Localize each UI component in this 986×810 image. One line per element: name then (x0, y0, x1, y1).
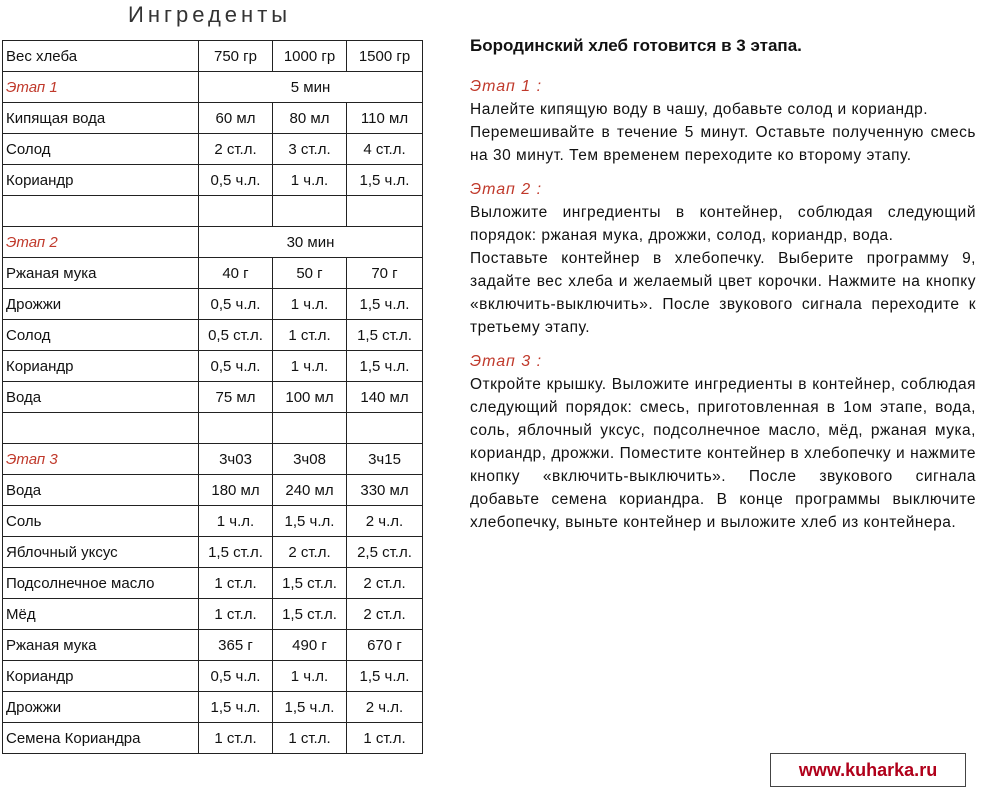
ingredient-name: Солод (3, 134, 199, 165)
stage-row (3, 444, 423, 475)
amount-cell: 100 мл (273, 382, 347, 413)
ingredient-row (3, 165, 423, 196)
empty-cell (347, 413, 423, 444)
empty-cell (199, 196, 273, 227)
ingredient-name: Кориандр (3, 165, 199, 196)
amount-cell: 365 г (199, 630, 273, 661)
ingredient-name: Семена Кориандра (3, 723, 199, 754)
empty-cell (199, 413, 273, 444)
amount-cell: 2 ч.л. (347, 692, 423, 723)
amount-cell: 1,5 ст.л. (273, 599, 347, 630)
ingredient-name: Дрожжи (3, 289, 199, 320)
stage-row (3, 227, 423, 258)
amount-cell: 0,5 ч.л. (199, 165, 273, 196)
empty-cell (3, 196, 199, 227)
weight-column-header: 750 гр (199, 41, 273, 72)
amount-cell: 1,5 ч.л. (273, 506, 347, 537)
ingredient-row (3, 630, 423, 661)
ingredient-row (3, 475, 423, 506)
table-header-row (3, 41, 423, 72)
ingredient-row (3, 320, 423, 351)
amount-cell: 1,5 ч.л. (199, 692, 273, 723)
amount-cell: 70 г (347, 258, 423, 289)
amount-cell: 1 ст.л. (273, 320, 347, 351)
instruction-stage-label: Этап 3 : (470, 353, 543, 370)
stage-label: Этап 3 (3, 444, 199, 475)
instruction-stage (466, 78, 976, 167)
amount-cell: 1 ч.л. (199, 506, 273, 537)
stage-label: Этап 2 (3, 227, 199, 258)
amount-cell: 2 ч.л. (347, 506, 423, 537)
site-link[interactable]: www.kuharka.ru (770, 753, 966, 787)
empty-cell (273, 196, 347, 227)
amount-cell: 1,5 ст.л. (347, 320, 423, 351)
ingredient-name: Солод (3, 320, 199, 351)
amount-cell: 2 ст.л. (199, 134, 273, 165)
amount-cell: 3 ст.л. (273, 134, 347, 165)
amount-cell: 80 мл (273, 103, 347, 134)
ingredient-row (3, 661, 423, 692)
amount-cell: 1 ч.л. (273, 165, 347, 196)
empty-cell (3, 413, 199, 444)
ingredient-name: Вода (3, 382, 199, 413)
ingredient-name: Вода (3, 475, 199, 506)
amount-cell: 490 г (273, 630, 347, 661)
stage-row (3, 72, 423, 103)
amount-cell: 1,5 ст.л. (273, 568, 347, 599)
instructions-heading: Бородинский хлеб готовится в 3 этапа. (470, 36, 802, 55)
amount-cell: 140 мл (347, 382, 423, 413)
amount-cell: 1 ч.л. (273, 351, 347, 382)
ingredient-name: Кориандр (3, 351, 199, 382)
stage-time: 3ч15 (347, 444, 423, 475)
amount-cell: 1,5 ч.л. (273, 692, 347, 723)
ingredient-row (3, 134, 423, 165)
stage-time: 3ч08 (273, 444, 347, 475)
amount-cell: 1,5 ч.л. (347, 165, 423, 196)
amount-cell: 2,5 ст.л. (347, 537, 423, 568)
row-label-header: Вес хлеба (3, 41, 199, 72)
amount-cell: 75 мл (199, 382, 273, 413)
stage-time: 30 мин (199, 227, 423, 258)
amount-cell: 240 мл (273, 475, 347, 506)
instruction-paragraph: Выложите ингредиенты в контейнер, соблюдая следующий порядок: ржаная мука, дрожжи, солод, кориандр, вода. (470, 204, 976, 244)
instruction-stage (466, 181, 976, 339)
instruction-stage-label: Этап 1 : (470, 78, 543, 95)
ingredient-row (3, 258, 423, 289)
instruction-stage (466, 353, 976, 534)
ingredient-row (3, 723, 423, 754)
stage-time: 5 мин (199, 72, 423, 103)
ingredient-name: Кипящая вода (3, 103, 199, 134)
ingredient-row (3, 289, 423, 320)
empty-cell (273, 413, 347, 444)
instruction-stage-label: Этап 2 : (470, 181, 543, 198)
amount-cell: 1 ст.л. (199, 723, 273, 754)
stage-time: 3ч03 (199, 444, 273, 475)
ingredient-name: Дрожжи (3, 692, 199, 723)
amount-cell: 1,5 ч.л. (347, 351, 423, 382)
amount-cell: 60 мл (199, 103, 273, 134)
amount-cell: 330 мл (347, 475, 423, 506)
amount-cell: 1,5 ч.л. (347, 661, 423, 692)
instruction-paragraph: Откройте крышку. Выложите ингредиенты в контейнер, соблюдая следующий порядок: смесь, приготовленная в 1ом этапе, вода, соль, яблочный уксус, подсолнечное масло, мёд, ржаная мука, кориандр, дрожжи. Поместите контейнер в хлебопечку и нажмите кнопку «включить-выключить». После звукового сигнала добавьте семена кориандра. В конце программы выключите хлебопечку, выньте контейнер и выложите хлеб из контейнера. (470, 376, 976, 531)
amount-cell: 0,5 ч.л. (199, 289, 273, 320)
instructions (466, 36, 976, 534)
amount-cell: 1 ст.л. (199, 568, 273, 599)
ingredient-row (3, 351, 423, 382)
ingredient-row (3, 382, 423, 413)
ingredient-row (3, 103, 423, 134)
ingredient-name: Ржаная мука (3, 630, 199, 661)
amount-cell: 1 ст.л. (199, 599, 273, 630)
empty-row (3, 413, 423, 444)
amount-cell: 1,5 ч.л. (347, 289, 423, 320)
empty-row (3, 196, 423, 227)
ingredient-row (3, 537, 423, 568)
amount-cell: 1 ст.л. (347, 723, 423, 754)
ingredient-row (3, 568, 423, 599)
amount-cell: 0,5 ч.л. (199, 661, 273, 692)
amount-cell: 1,5 ст.л. (199, 537, 273, 568)
ingredient-name: Подсолнечное масло (3, 568, 199, 599)
amount-cell: 0,5 ч.л. (199, 351, 273, 382)
ingredient-row (3, 506, 423, 537)
empty-cell (347, 196, 423, 227)
ingredient-name: Мёд (3, 599, 199, 630)
ingredient-row (3, 692, 423, 723)
amount-cell: 1 ч.л. (273, 661, 347, 692)
amount-cell: 4 ст.л. (347, 134, 423, 165)
amount-cell: 2 ст.л. (347, 568, 423, 599)
ingredient-row (3, 599, 423, 630)
weight-column-header: 1000 гр (273, 41, 347, 72)
instruction-paragraph: Перемешивайте в течение 5 минут. Оставьте полученную смесь на 30 минут. Тем временем переходите ко второму этапу. (470, 124, 976, 164)
instruction-paragraph: Налейте кипящую воду в чашу, добавьте солод и кориандр. (470, 101, 929, 118)
ingredient-name: Ржаная мука (3, 258, 199, 289)
ingredient-name: Яблочный уксус (3, 537, 199, 568)
table-title: Ингреденты (128, 2, 292, 27)
ingredients-table (2, 40, 423, 754)
ingredient-name: Кориандр (3, 661, 199, 692)
amount-cell: 1 ч.л. (273, 289, 347, 320)
amount-cell: 110 мл (347, 103, 423, 134)
amount-cell: 180 мл (199, 475, 273, 506)
weight-column-header: 1500 гр (347, 41, 423, 72)
amount-cell: 1 ст.л. (273, 723, 347, 754)
amount-cell: 0,5 ст.л. (199, 320, 273, 351)
amount-cell: 670 г (347, 630, 423, 661)
amount-cell: 2 ст.л. (273, 537, 347, 568)
amount-cell: 50 г (273, 258, 347, 289)
ingredient-name: Соль (3, 506, 199, 537)
instruction-paragraph: Поставьте контейнер в хлебопечку. Выберите программу 9, задайте вес хлеба и желаемый цвет корочки. Нажмите на кнопку «включить-выключить». После звукового сигнала переходите к третьему этапу. (470, 250, 976, 336)
amount-cell: 2 ст.л. (347, 599, 423, 630)
amount-cell: 40 г (199, 258, 273, 289)
stage-label: Этап 1 (3, 72, 199, 103)
